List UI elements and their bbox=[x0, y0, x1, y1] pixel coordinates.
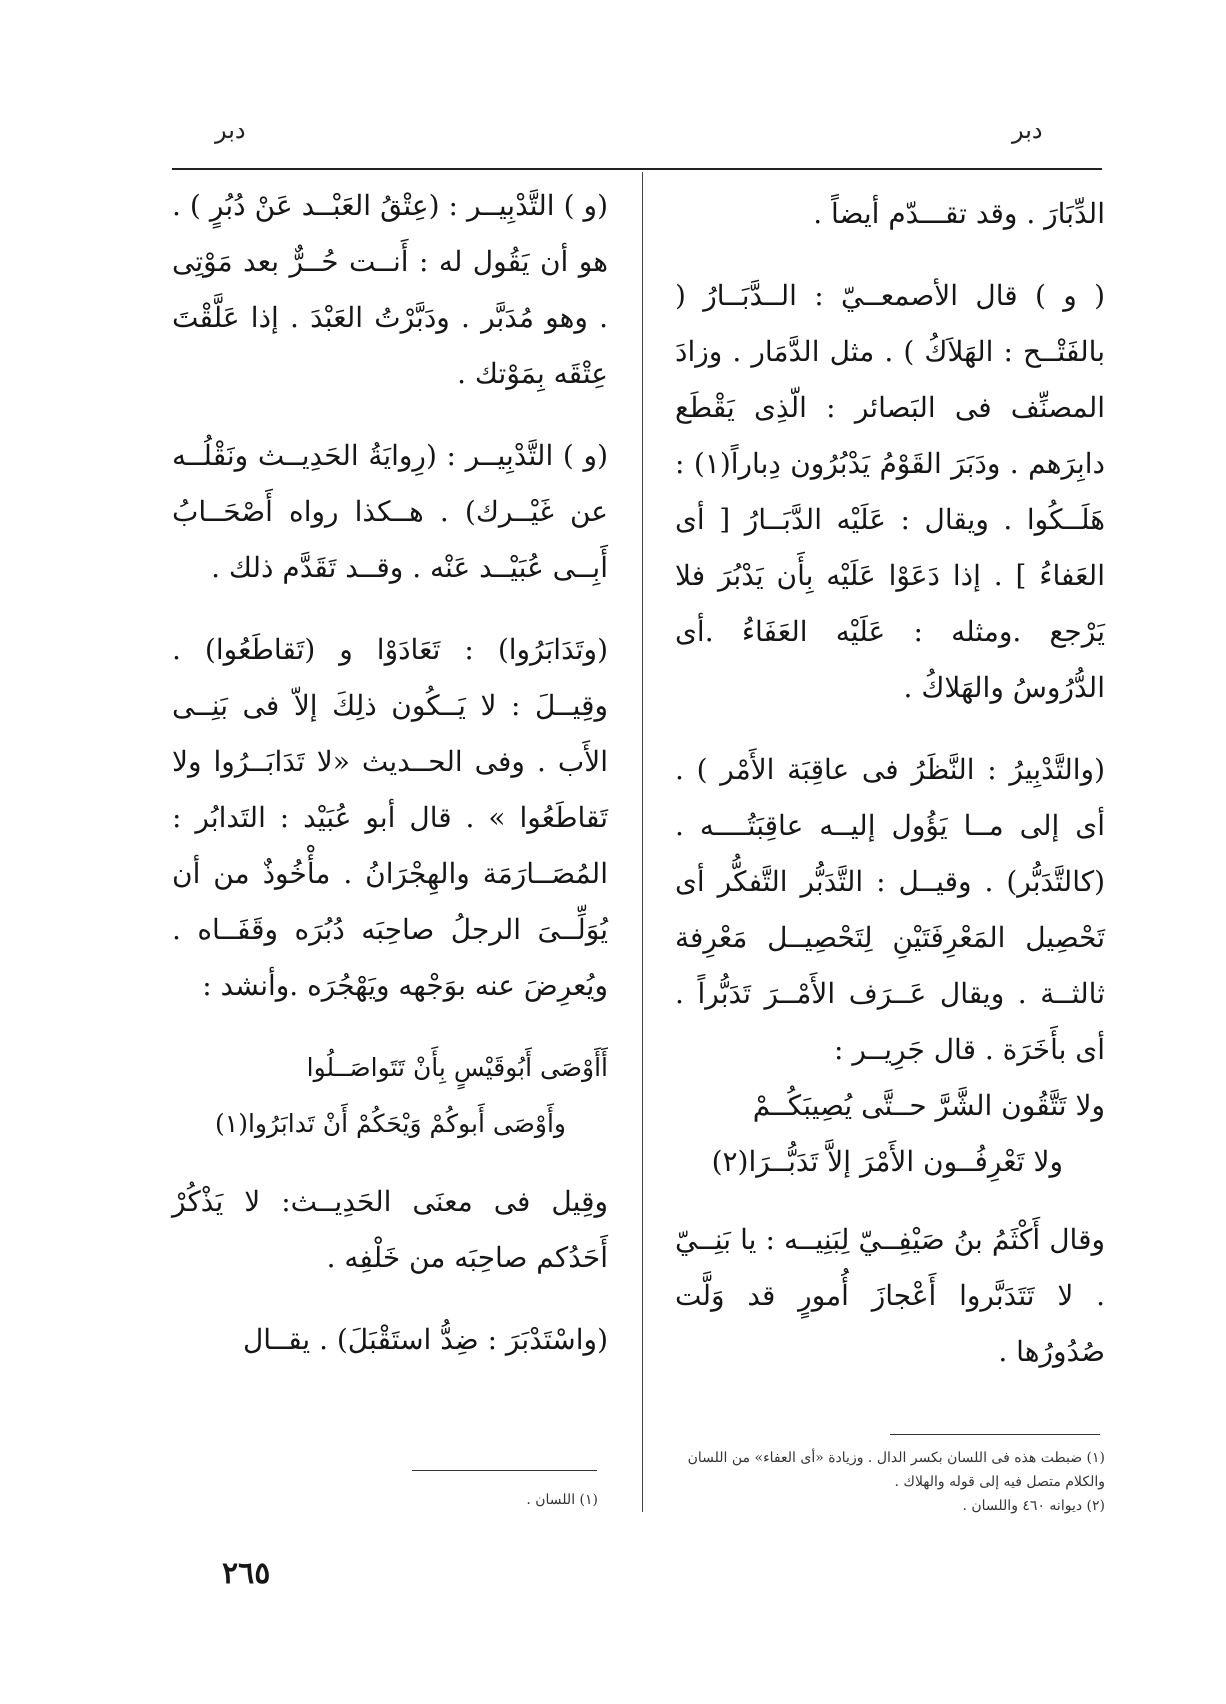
right-verse-line-1: ولا تَتَّقُون الشَّرَّ حــتَّى يُصِيبَكُــمْ bbox=[752, 1089, 1105, 1122]
left-paragraph-2: (و ) التَّدْبِيــر : (رِوايَةُ الحَدِيــث ونَقْلُــه عن غَيْــرك) . هــكذا رواه أَصْحَــابُ أَبِــى عُبَيْــد عَنْه . وقــد تَقَدَّم ذلك . bbox=[172, 439, 608, 584]
left-paragraph-1: (و ) التَّدْبِيــر : (عِتْقُ العَبْــد عَنْ دُبُرٍ ) . هو أن يَقُول له : أَنــت حُــرٌّ بعد مَوْتِى . وهو مُدَبَّر . ودَبَّرْتُ العَبْدَ . إذا عَلَّقْتَ عِتْقَه بِمَوْتك . bbox=[172, 189, 608, 390]
left-footnote-rule bbox=[412, 1470, 597, 1471]
left-verse bbox=[172, 1040, 608, 1152]
left-column bbox=[172, 178, 608, 1394]
left-footnote: (١) اللسان . bbox=[526, 1492, 598, 1508]
header-rule bbox=[172, 168, 1102, 170]
right-footnote-2: (٢) ديوانه ٤٦٠ واللسان . bbox=[962, 1498, 1105, 1514]
page-number: ٢٦٥ bbox=[222, 1556, 271, 1591]
left-paragraph-5: (واسْتَدْبَرَ : ضِدُّ استَقْبَلَ) . يقــال bbox=[242, 1323, 608, 1356]
right-column bbox=[675, 186, 1105, 1406]
right-footnote-1: (١) ضبطت هذه فى اللسان بكسر الدال . وزيادة «أى العفاء» من اللسان والكلام متصل فيه إلى قوله والهلاك . bbox=[687, 1450, 1105, 1490]
column-divider bbox=[642, 172, 643, 1512]
running-header-right: دبر bbox=[1012, 116, 1043, 144]
right-verse-line-2: ولا تَعْرِفُــون الأَمْرَ إلاَّ تَدَبُّــرَا(٢) bbox=[711, 1145, 1063, 1178]
right-paragraph-2: ( و ) قال الأصمعــيّ : الــدَّبَــارُ ( بالفَتْــح : الهَلاَكُ ) . مثل الدَّمَار . وزادَ المصنِّف فى البَصائر : الّذِى يَقْطَع دابِرَهم . ودَبَرَ القَوْمُ يَدْبُرُون دِباراً(١) : هَلَــكُوا . ويقال : عَلَيْه الدَّبَــارُ [ أى العَفاءُ ] . إذا دَعَوْا عَلَيْه بِأَن يَدْبُرَ فلا يَرْجع .ومثله : عَلَيْه العَفَاءُ .أى الدُّرُوسُ والهَلاكُ . bbox=[675, 279, 1105, 704]
right-paragraph-1: الدِّبَارَ . وقد تقـــدّم أيضاً . bbox=[813, 197, 1105, 230]
left-paragraph-4: وقِيل فى معنَى الحَدِيــث: لا يَذْكُرْ أَحَدُكم صاحِبَه من خَلْفِه . bbox=[172, 1185, 608, 1274]
left-verse-line-2: وأَوْصَى أَبوكُمْ وَيْحَكُمْ أَنْ تَدابَرُوا(١) bbox=[215, 1109, 566, 1138]
right-paragraph-4: وقال أَكْثَمُ بنُ صَيْفِــيّ لِبَنِيــه : يا بَنِــيّ . لا تَتَدَبَّروا أَعْجازَ أُمورٍ قد وَلَّت صُدُورُها . bbox=[675, 1223, 1105, 1368]
right-footnote-rule bbox=[890, 1434, 1100, 1435]
left-paragraph-3: (وتَدَابَرُوا) : تَعَادَوْا و (تَقاطَعُوا) . وقِيــلَ : لا يَــكُون ذلِكَ إلاّ فى بَنِــى الأَب . وفى الحــديث «لا تَدَابَــرُوا ولا تَقاطَعُوا » . قال أبو عُبَيْد : التَدابُر : المُصَــارَمَة والهِجْرَانُ . مأْخُوذٌ من أن يُوَلِّــىَ الرجلُ صاحِبَه دُبُرَه وقَفَــاه . ويُعرِضَ عنه بوَجْهه ويَهْجُرَه .وأنشد : bbox=[172, 633, 608, 1002]
left-verse-line-1: أَأَوْصَى أَبُوقَيْسٍ بِأَنْ تَتَواصَــلُوا bbox=[306, 1053, 608, 1082]
running-header-left: دبر bbox=[215, 116, 246, 144]
right-paragraph-3: (والتَّدْبِيرُ : النَّظَرُ فى عاقِبَة الأَمْر ) . أى إلى مــا يَؤُول إليــه عاقِبَتُــــه . (كالتَّدَبُّر) . وقيــل : التَّدَبُّر التَّفكُّر أى تَحْصِيل المَعْرِفَتَيْنِ لِتَحْصِيــل مَعْرِفة ثالثــة . ويقال عَــرَف الأَمْــرَ تَدَبُّراً . أى بأَخَرَة . قال جَرِيــر : bbox=[675, 753, 1105, 1066]
right-footnotes bbox=[675, 1446, 1105, 1518]
right-verse bbox=[675, 1078, 1105, 1190]
